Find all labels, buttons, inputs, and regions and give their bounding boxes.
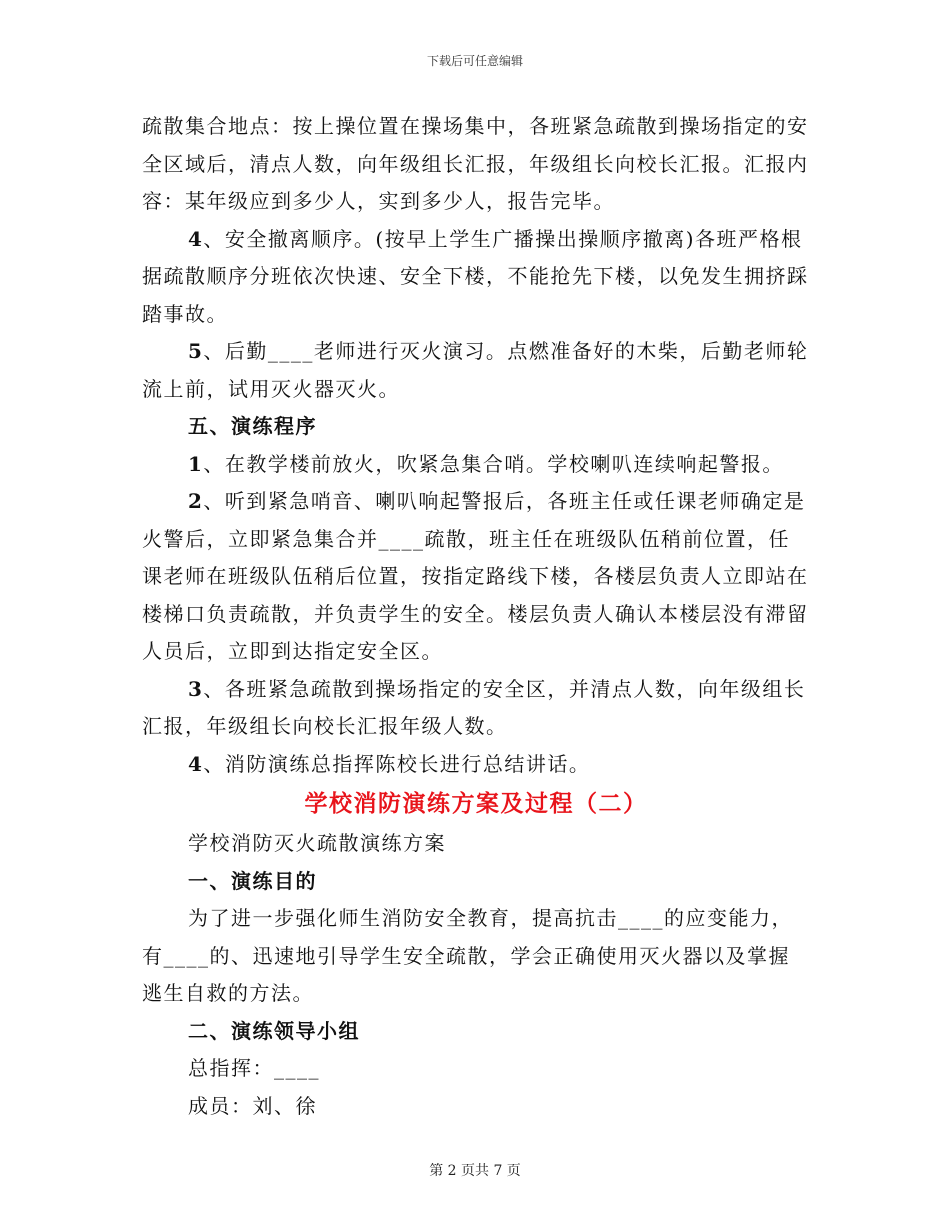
item-text: 、后勤____老师进行灭火演习。点燃准备好的木柴，后勤老师轮流上前，试用灭火器灭火。 <box>142 339 809 401</box>
item-number: 3 <box>188 676 204 701</box>
paragraph-step-3 <box>142 671 810 746</box>
item-number: 4 <box>188 226 204 251</box>
paragraph-step-2 <box>142 483 810 671</box>
item-text: 、在教学楼前放火，吹紧急集合哨。学校喇叭连续响起警报。 <box>203 451 784 476</box>
item-text: 、各班紧急疏散到操场指定的安全区，并清点人数，向年级组长汇报，年级组长向校长汇报年级人数。 <box>142 676 806 738</box>
item-number: 5 <box>188 339 204 363</box>
item-text: 、消防演练总指挥陈校长进行总结讲话。 <box>203 751 591 776</box>
paragraph-step-4 <box>142 746 810 784</box>
item-number: 1 <box>188 451 204 476</box>
page-number: 第 2 页共 7 页 <box>429 1163 521 1179</box>
item-text: 、安全撤离顺序。(按早上学生广播操出操顺序撤离)各班严格根据疏散顺序分班依次快速、安全下楼，不能抢先下楼，以免发生拥挤踩踏事故。 <box>142 226 809 326</box>
section-title: 学校消防演练方案及过程（二） <box>304 790 648 817</box>
item-text: 、听到紧急哨音、喇叭响起警报后，各班主任或任课老师确定是火警后，立即紧急集合并____疏散，班主任在班级队伍稍前位置，任课老师在班级队伍稍后位置，按指定路线下楼，各楼层负责人立即站在楼梯口负责疏散，并负责学生的安全。楼层负责人确认本楼层没有滞留人员后，立即到达指定安全区。 <box>142 489 809 663</box>
paragraph-members: 成员：刘、徐 <box>188 1093 317 1118</box>
section-heading-purpose: 一、演练目的 <box>188 868 317 893</box>
item-number: 2 <box>188 489 204 513</box>
paragraph-evacuation-order <box>142 221 810 334</box>
section-heading-leadership: 二、演练领导小组 <box>188 1018 360 1043</box>
paragraph-plan-name: 学校消防灭火疏散演练方案 <box>188 831 446 855</box>
paragraph-fire-drill <box>142 333 810 408</box>
paragraph-assembly-point: 疏散集合地点：按上操位置在操场集中，各班紧急疏散到操场指定的安全区域后，清点人数，向年级组长汇报，年级组长向校长汇报。汇报内容：某年级应到多少人，实到多少人，报告完毕。 <box>142 114 809 213</box>
document-body <box>142 108 810 1125</box>
paragraph-commander: 总指挥：____ <box>188 1056 320 1080</box>
item-number: 4 <box>188 751 204 776</box>
header-note: 下载后可任意编辑 <box>426 54 523 68</box>
paragraph-step-1 <box>142 446 810 484</box>
section-heading-procedure: 五、演练程序 <box>188 414 317 438</box>
paragraph-purpose: 为了进一步强化师生消防安全教育，提高抗击____的应变能力，有____的、迅速地引导学生安全疏散，学会正确使用灭火器以及掌握逃生自救的方法。 <box>142 906 793 1005</box>
